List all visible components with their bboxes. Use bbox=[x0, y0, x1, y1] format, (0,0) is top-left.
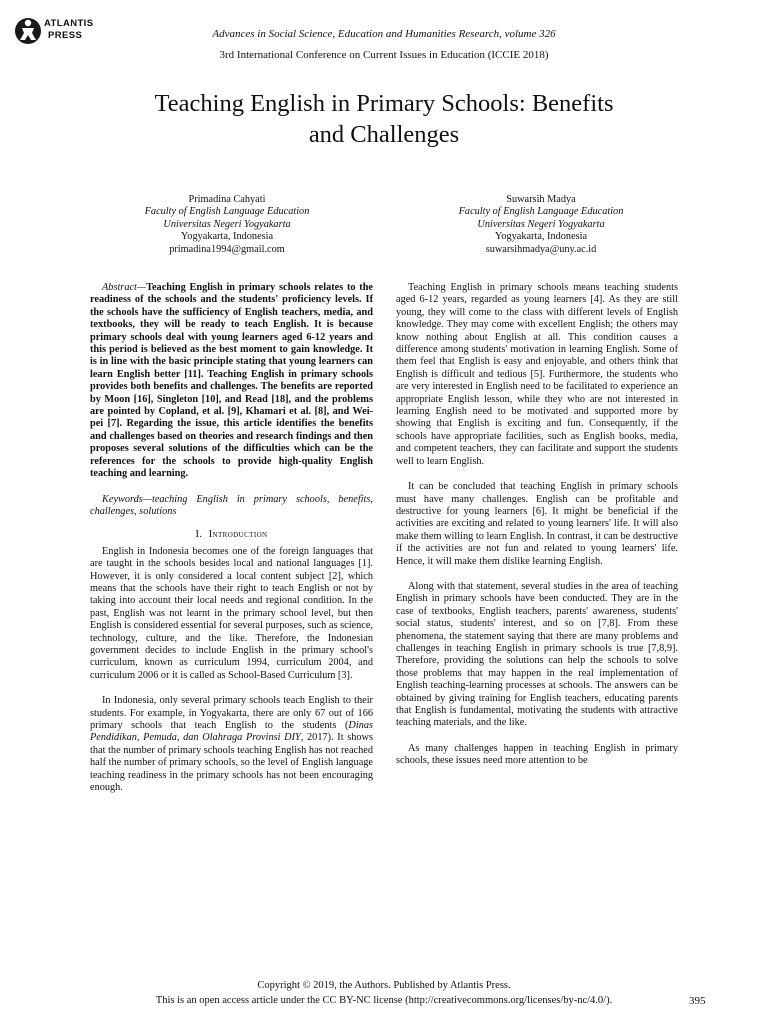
title-line-1: Teaching English in Primary Schools: Benefits bbox=[154, 90, 614, 117]
license-notice: This is an open access article under the CC BY-NC license (http://creativecommons.org/licenses/by-nc/4.0/). bbox=[155, 995, 613, 1006]
paper-title bbox=[60, 88, 708, 150]
page-number: 395 bbox=[689, 995, 706, 1007]
section-title: Introduction bbox=[208, 529, 268, 541]
section-heading-introduction bbox=[90, 529, 373, 541]
series-header: Advances in Social Science, Education and Humanities Research, volume 326 bbox=[212, 28, 556, 40]
left-column bbox=[90, 282, 373, 794]
logo-text-atlantis: ATLANTIS bbox=[44, 18, 94, 29]
abstract-label: Abstract— bbox=[102, 282, 147, 293]
logo-text-press: PRESS bbox=[48, 30, 83, 41]
abstract bbox=[90, 282, 373, 481]
author-city: Yogyakarta, Indonesia bbox=[180, 231, 274, 243]
intro-paragraph-2 bbox=[90, 695, 373, 794]
conference-header: 3rd International Conference on Current Issues in Education (ICCIE 2018) bbox=[219, 49, 549, 61]
abstract-body: Teaching English in primary schools relates to the readiness of the schools and the students' proficiency levels. If the schools have the sufficiency of English teachers, media, and textbooks, they will be ready to teach English. It is because primary schools deal with young learners aged 6-12 years and this period is believed as the best moment to gain knowledge. It is in line with the basic principle stating that young learners can learn English better [11]. Teaching English in primary schools provides both benefits and challenges. The benefits are reported by Moon [16], Singleton [10], and Read [18], and the problems are pointed by Copland, et al. [9], Khamari et al. [8], and Wei-pei [7]. Regarding the issue, this article identifies the benefits and challenges based on theories and research findings and then proposes several solutions of the difficulties which can be the references for the schools to provide high-quality English teaching and learning. bbox=[90, 282, 373, 480]
right-paragraph-1: Teaching English in primary schools means teaching students aged 6-12 years, regarded as young learners [4]. As they are still young, they will come to the class with different levels of English knowledge. They may come with excellent English; the others may know nothing about English at all. This condition causes a difference among students' motivation in learning English. Some of them feel that English is easy and enjoyable, and others think that English is difficult and tedious [5]. Furthermore, the students who are very interested in English need to be facilitated to experience an appropriate English lesson, while they who are not interested in learning English need to be motivated and supported more by showing that English is exciting and fun. Consequently, if the schools have appropriate facilities, such as English books, media, and competent teachers, they can facilitate and support the students well to learn English. bbox=[396, 282, 678, 467]
author-city: Yogyakarta, Indonesia bbox=[494, 231, 588, 243]
title-line-2: and Challenges bbox=[308, 121, 460, 148]
author-name: Primadina Cahyati bbox=[188, 194, 266, 205]
intro-p2-text-a: In Indonesia, only several primary schools teach English to their students. For example, in Yogyakarta, there are only 67 out of 166 primary schools that teach English to the students ( bbox=[90, 695, 373, 731]
author-university: Universitas Negeri Yogyakarta bbox=[163, 218, 291, 230]
author-faculty: Faculty of English Language Education bbox=[458, 206, 624, 218]
author-email: suwarsihmadya@uny.ac.id bbox=[485, 243, 597, 255]
intro-p2-text-b: , 2017). It shows that the number of primary schools teaching English has not reached half the number of primary schools, so the level of English language teaching readiness in the primary schools has not been encouraging enough. bbox=[90, 732, 374, 794]
keywords: Keywords—teaching English in primary schools, benefits, challenges, solutions bbox=[90, 493, 373, 517]
author-block-1 bbox=[97, 194, 357, 256]
right-paragraph-2: It can be concluded that teaching English in primary schools must have many challenges. English can be profitable and destructive for young learners [6]. It might be beneficial if the activities are exciting and related to young learners' life. It will also make them willing to learn English. In contrast, it can be destructive if the activities are not fun and related to young learners' life. Hence, it will make them dislike learning English. bbox=[396, 481, 678, 567]
author-block-2 bbox=[411, 194, 671, 256]
copyright-notice: Copyright © 2019, the Authors. Published by Atlantis Press. bbox=[257, 980, 511, 991]
author-university: Universitas Negeri Yogyakarta bbox=[477, 218, 605, 230]
right-paragraph-4: As many challenges happen in teaching English in primary schools, these issues need more attention to be bbox=[396, 742, 678, 767]
author-faculty: Faculty of English Language Education bbox=[144, 206, 310, 218]
author-name: Suwarsih Madya bbox=[506, 194, 576, 205]
right-paragraph-3: Along with that statement, several studies in the area of teaching English in primary schools have been conducted. They are in the case of textbooks, English teachers, parents' awareness, students' social status, students' interest, and so on [7,8]. From these phenomena, the statement saying that there are many problems and challenges in teaching English in primary schools is true [7,8,9]. Therefore, providing the solutions can help the schools to solve those problems that may happen in the real implementation of English teaching-learning processes at schools. The answers can be obtained by giving training for English teachers, educating parents that English is fundamental, motivating the students with attractive teaching materials, and the like. bbox=[396, 580, 678, 729]
right-column bbox=[396, 282, 678, 768]
intro-paragraph-1: English in Indonesia becomes one of the foreign languages that are taught in the schools besides local and national languages [1]. However, it is only considered a local content subject [2], which means that the schools have their right to teach English or not by taking into account their local needs and regional condition. In the past, English was not learnt in the primary school level, but then English is considered essential for several purposes, such as science, technology, culture, and the like. Therefore, the Indonesian government decides to include English in the primary school's curriculum, known as curriculum 1994, curriculum 2004, and curriculum 2006 or it is called as School-Based Curriculum [3]. bbox=[90, 545, 373, 681]
author-email: primadina1994@gmail.com bbox=[169, 243, 285, 255]
section-number: I. bbox=[195, 529, 203, 541]
intro-p2-citation: Dinas Pendidikan, Pemuda, dan Olahraga Provinsi DIY bbox=[90, 720, 373, 744]
